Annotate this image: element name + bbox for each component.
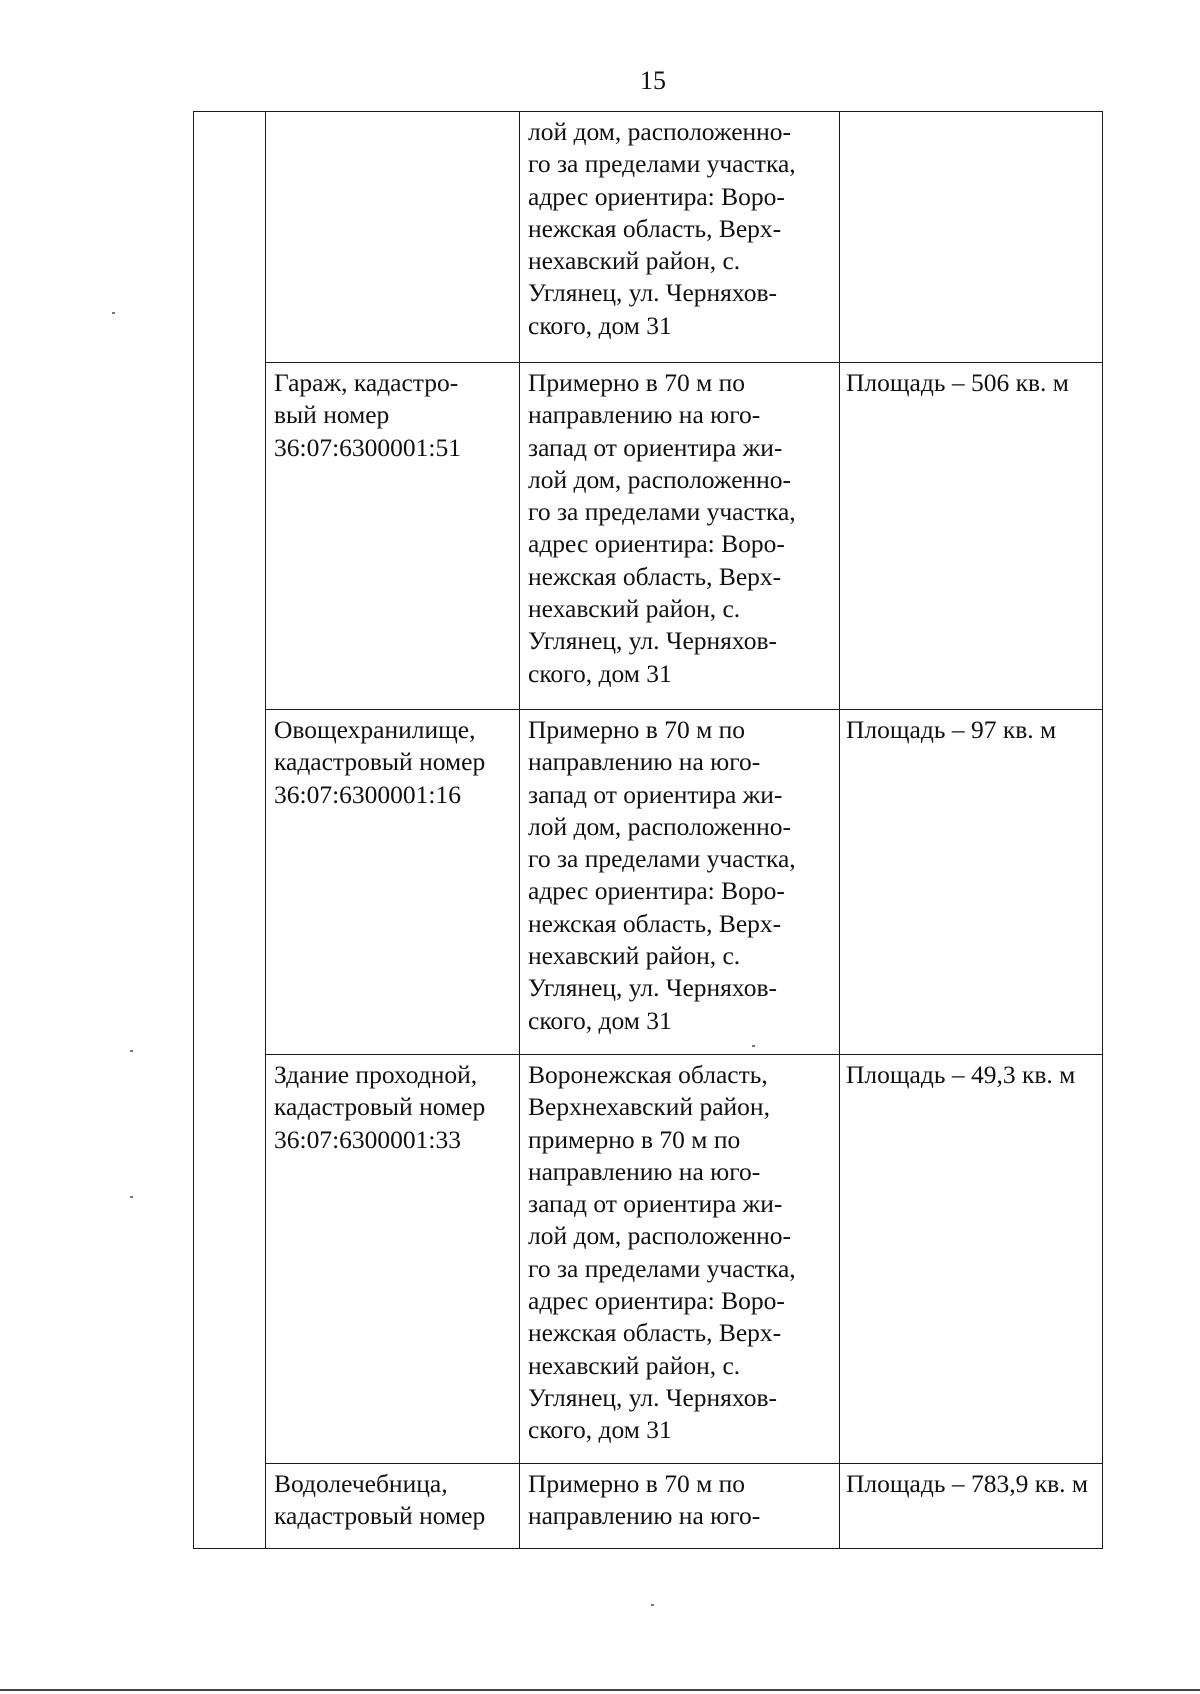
table-row xyxy=(194,363,1103,710)
object-cell xyxy=(266,363,520,710)
address-cell xyxy=(520,363,840,710)
scan-speck xyxy=(651,1604,654,1606)
area-cell xyxy=(840,363,1103,710)
object-cell xyxy=(266,112,520,363)
page-number: 15 xyxy=(640,66,666,95)
scan-speck xyxy=(112,312,115,314)
area-cell xyxy=(840,112,1103,363)
address-text: Воронежская область, Верхнехавский район, примерно в 70 м по направлению на юго- запад от ориентира жи- лой дом, расположенно- го за пределами участка, адрес ориентира: Воро- нежская область, Верх- нехавский район, с. Углянец, ул. Черняхов- ского, дом 31 xyxy=(528,1060,796,1445)
address-cell xyxy=(520,1464,840,1549)
address-text: лой дом, расположенно- го за пределами участка, адрес ориентира: Воро- нежская область, Верх- нехавский район, с. Углянец, ул. Черняхов- ского, дом 31 xyxy=(528,117,796,340)
address-text: Примерно в 70 м по направлению на юго- запад от ориентира жи- лой дом, расположенно- го за пределами участка, адрес ориентира: Воро- нежская область, Верх- нехавский район, с. Углянец, ул. Черняхов- ского, дом 31 xyxy=(528,368,796,688)
scan-speck xyxy=(130,1196,133,1198)
object-text: Гараж, кадастро- вый номер 36:07:6300001:51 xyxy=(274,368,462,462)
address-cell xyxy=(520,1055,840,1464)
scan-speck xyxy=(130,1050,133,1052)
area-cell xyxy=(840,1055,1103,1464)
table-row xyxy=(194,1055,1103,1464)
table-row xyxy=(194,1464,1103,1549)
scan-speck xyxy=(752,1045,755,1047)
address-text: Примерно в 70 м по направлению на юго- xyxy=(528,1469,761,1531)
page-bottom-edge xyxy=(0,1689,1200,1691)
table-row xyxy=(194,710,1103,1055)
object-cell xyxy=(266,710,520,1055)
address-cell xyxy=(520,112,840,363)
area-cell xyxy=(840,710,1103,1055)
property-table xyxy=(193,111,1103,1549)
object-text: Здание проходной, кадастровый номер 36:07:6300001:33 xyxy=(274,1060,486,1154)
object-text: Водолечебница, кадастровый номер xyxy=(274,1469,486,1531)
address-cell xyxy=(520,710,840,1055)
table-row xyxy=(194,112,1103,363)
area-text: Площадь – 49,3 кв. м xyxy=(846,1060,1076,1089)
area-text: Площадь – 506 кв. м xyxy=(846,368,1069,397)
address-text: Примерно в 70 м по направлению на юго- запад от ориентира жи- лой дом, расположенно- го за пределами участка, адрес ориентира: Воро- нежская область, Верх- нехавский район, с. Углянец, ул. Черняхов- ского, дом 31 xyxy=(528,715,796,1035)
area-text: Площадь – 783,9 кв. м xyxy=(846,1469,1089,1498)
object-cell xyxy=(266,1055,520,1464)
number-column-cell xyxy=(194,112,266,1549)
object-text: Овощехранилище, кадастровый номер 36:07:6300001:16 xyxy=(274,715,486,809)
area-text: Площадь – 97 кв. м xyxy=(846,715,1057,744)
area-cell xyxy=(840,1464,1103,1549)
object-cell xyxy=(266,1464,520,1549)
